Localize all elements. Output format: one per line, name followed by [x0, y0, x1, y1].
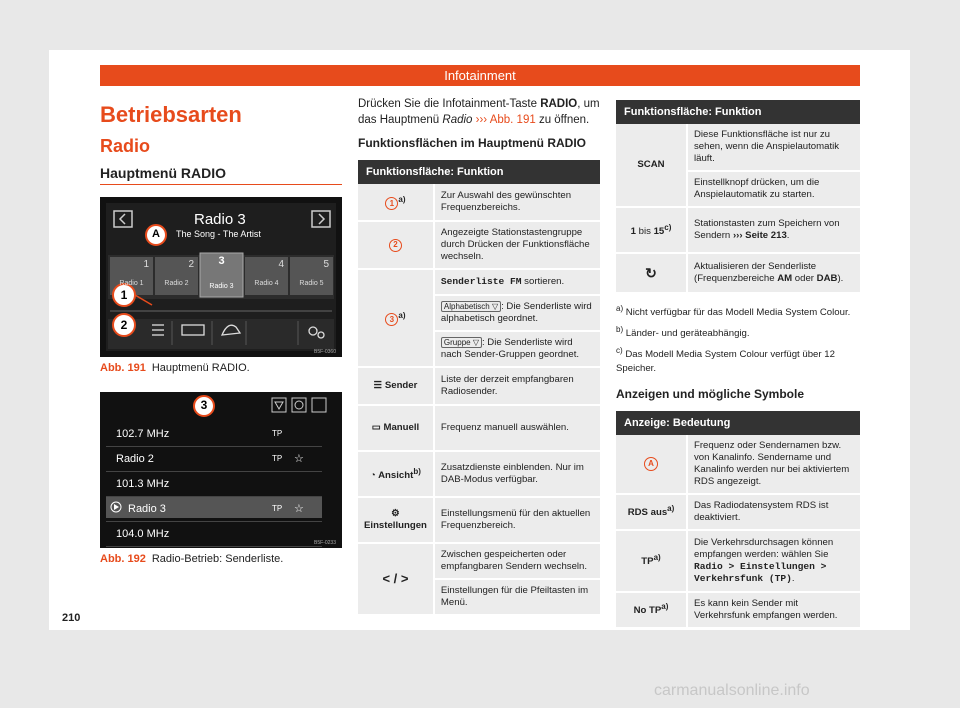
view-icon: ◔: [370, 470, 376, 482]
station-row[interactable]: 102.7 MHz TP: [106, 422, 322, 447]
callout-2: 2: [120, 318, 128, 332]
table-row: ☰ Sender Liste der derzeit empfangbaren Radiosender.: [358, 367, 600, 405]
page-number: 210: [62, 612, 81, 624]
station-list: [106, 422, 322, 547]
table-heading: Funktionsflächen im Hauptmenü RADIO: [358, 136, 587, 150]
table-row: ▭ Manuell Frequenz manuell auswählen.: [358, 405, 600, 451]
settings-icon: ⚙: [391, 508, 400, 519]
page-title: Betriebsarten: [100, 102, 242, 127]
station-row[interactable]: Radio 2 TP ☆: [106, 447, 322, 472]
table-row: ↻ Aktualisieren der Senderliste (Frequenzbereiche AM oder DAB).: [616, 253, 860, 293]
preset-5: 5 Radio 5: [299, 259, 329, 287]
table-header: Anzeige: Bedeutung: [616, 411, 860, 435]
figure-station-list: [100, 392, 342, 548]
fig1-station: Radio 3: [194, 211, 246, 228]
column-right: [616, 100, 860, 629]
figure-radio-main: [100, 197, 342, 357]
table-row: 1 $^{a)}$ Zur Auswahl des gewünschten Frequenzbereichs.: [358, 184, 600, 221]
section-title: Radio: [100, 136, 151, 156]
fig1-code: B5F-0360: [314, 349, 336, 355]
footnotes: $^{a)}$ Nicht verfügbar für das Modell Media System Colour. $^{b)}$ Länder- und geräteabhängig. $^{c)}$ Das Modell Media System Colour verfügt über 12 Speicher.: [616, 304, 851, 374]
station-row[interactable]: 104.0 MHz: [106, 522, 322, 547]
callout-1: 1: [120, 288, 128, 302]
table-row: 1 bis 15$^{c)}$ Stationstasten zum Speichern von Sendern ››› Seite 213.: [616, 207, 860, 253]
star-icon: ☆: [294, 453, 304, 465]
table-header: Funktionsfläche: Funktion: [616, 100, 860, 124]
chapter-header: Infotainment: [100, 65, 860, 86]
table-row: Einstellknopf drücken, um die Anspielautomatik zu starten.: [616, 171, 860, 207]
callout-3: 3: [200, 398, 208, 412]
column-middle: [358, 96, 600, 616]
preset-2: 2 Radio 2: [164, 259, 194, 287]
list-icon: ☰: [373, 380, 383, 391]
table-row: 2 Angezeigte Stationstastengruppe durch Drücken der Funktionsfläche wechseln.: [358, 221, 600, 269]
table-row: TP$^{a)}$ Die Verkehrsdurchsagen können empfangen werden: wählen Sie Radio > Einstellungen > Verkehrsfunk (TP).: [616, 530, 860, 592]
table-row: < / > Zwischen gespeicherten oder empfangbaren Sendern wechseln.: [358, 543, 600, 579]
table-row: No TP$^{a)}$ Es kann kein Sender mit Verkehrsfunk empfangen werden.: [616, 592, 860, 628]
table-row: Alphabetisch ▽ : Die Senderliste wird alphabetisch geordnet.: [358, 295, 600, 331]
intro-text: Drücken Sie die Infotainment-Taste RADIO, um das Hauptmenü Radio ››› Abb. 191 zu öffnen.: [358, 98, 600, 126]
table-row: ◔ Ansicht$^{b)}$ Zusatzdienste einblenden. Nur im DAB-Modus verfügbar.: [358, 451, 600, 497]
table-row: A Frequenz oder Sendernamen bzw. von Kanalinfo. Sendername und Kanalinfo werden nur bei aktiviertem RDS angezeigt.: [616, 435, 860, 494]
preset-4: 4 Radio 4: [254, 259, 284, 287]
table-header: Funktionsfläche: Funktion: [358, 160, 600, 184]
table-row: ⚙ Einstellungen Einstellungsmenü für den aktuellen Frequenzbereich.: [358, 497, 600, 543]
fig2-code: B5F-0233: [314, 540, 336, 546]
table-row: SCAN Diese Funktionsfläche ist nur zu sehen, wenn die Anspielautomatik läuft.: [616, 124, 860, 171]
symbols-heading: Anzeigen und mögliche Symbole: [616, 386, 805, 401]
symbols-table: [616, 411, 860, 629]
refresh-icon: ↻: [616, 253, 687, 293]
fig1-caption: Abb. 191 Hauptmenü RADIO.: [100, 362, 250, 374]
table-row: Einstellungen für die Pfeiltasten im Menü.: [358, 579, 600, 615]
callout-a: A: [152, 228, 160, 240]
fig1-song: The Song - The Artist: [176, 229, 261, 239]
star-icon: ☆: [294, 503, 304, 515]
subsection-title: Hauptmenü RADIO: [100, 165, 342, 185]
station-row[interactable]: 101.3 MHz: [106, 472, 322, 497]
fig2-caption: Abb. 192 Radio-Betrieb: Senderliste.: [100, 553, 284, 565]
table-row: Gruppe ▽ : Die Senderliste wird nach Sender-Gruppen geordnet.: [358, 331, 600, 367]
function-table: [358, 160, 600, 616]
table-row: 3 $^{a)}$ Senderliste FM sortieren.: [358, 269, 600, 295]
watermark: carmanualsonline.info: [654, 682, 810, 699]
preset-3: 3 Radio 3: [209, 255, 234, 290]
function-table-continued: [616, 100, 860, 294]
preset-1: 1 Radio 1: [119, 259, 149, 287]
station-row[interactable]: Radio 3 TP ☆: [106, 497, 322, 522]
tuner-icon: ▭: [371, 422, 381, 433]
column-left: [100, 92, 342, 565]
table-row: RDS aus$^{a)}$ Das Radiodatensystem RDS ist deaktiviert.: [616, 494, 860, 530]
